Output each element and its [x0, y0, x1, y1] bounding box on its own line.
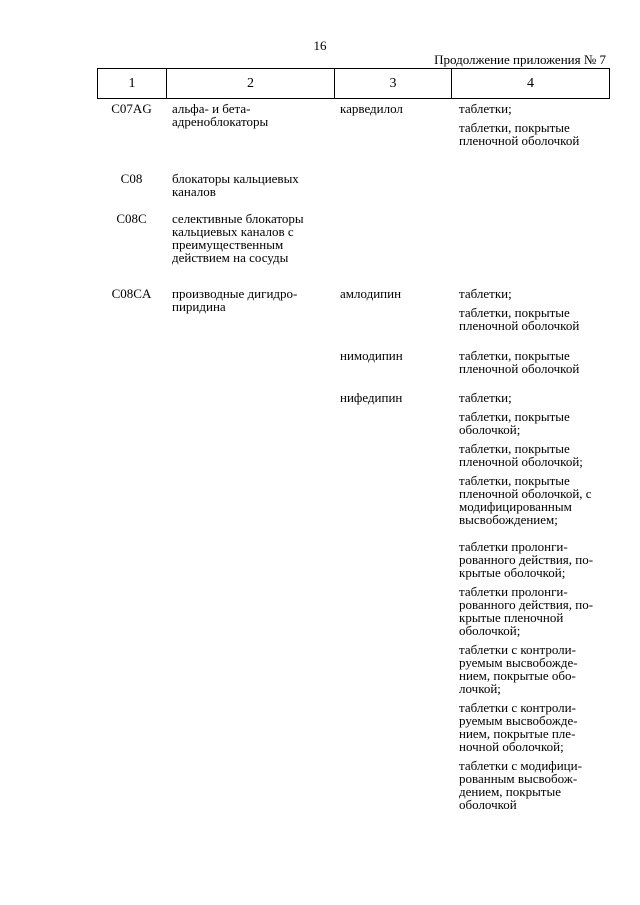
drug-name: амлодипин	[340, 286, 402, 301]
group-name: блокаторы кальциевых каналов	[172, 171, 299, 199]
table-row	[97, 210, 610, 285]
drug-name	[334, 170, 451, 210]
dosage-form: таблетки;	[459, 286, 512, 301]
table-row	[97, 170, 610, 210]
page-number: 16	[313, 38, 327, 53]
dosage-form: таблетки;	[459, 101, 512, 116]
dosage-form: таблетки, покрытые пленочной оболочкой;	[459, 441, 583, 469]
header-col-4: 4	[527, 75, 534, 91]
dosage-form: таблетки, покрытые пленочной оболочкой	[459, 305, 580, 333]
dosage-form: таблетки, покрытые пленочной оболочкой	[459, 120, 580, 148]
drug-name: карведилол	[340, 101, 403, 116]
atc-code: C07AG	[111, 101, 152, 116]
drug-entry	[334, 389, 608, 817]
dosage-forms	[451, 347, 608, 389]
appendix-continuation-label: Продолжение приложения № 7	[434, 52, 606, 67]
atc-code: C08CA	[111, 286, 152, 301]
dosage-forms	[451, 100, 608, 170]
table-row	[97, 100, 610, 170]
drug-name	[334, 210, 451, 285]
atc-code: C08	[120, 171, 143, 186]
group-name: селективные блокаторы кальциевых каналов с преимущественным действием на сосуды	[172, 211, 304, 265]
dosage-forms	[451, 285, 608, 347]
drug-name: нифедипин	[340, 390, 403, 405]
dosage-form: таблетки, покрытые пленочной оболочкой, с модифицированным высвобождением;	[459, 473, 592, 527]
table-header	[97, 68, 610, 99]
dosage-form: таблетки пролонги-рованного действия, по-крытые оболочкой;	[459, 539, 594, 580]
dosage-form: таблетки с модифици-рованным высвобож-дением, покрытые оболочкой	[459, 758, 582, 812]
header-col-2: 2	[167, 69, 335, 98]
dosage-forms	[451, 170, 608, 210]
drug-entry	[334, 347, 608, 389]
table-row	[97, 285, 610, 817]
drug-list	[334, 285, 608, 817]
dosage-form: таблетки;	[459, 390, 512, 405]
dosage-form: таблетки с контроли-руемым высвобожде-нием, покрытые пле-ночной оболочкой;	[459, 700, 578, 754]
dosage-form: таблетки пролонги-рованного действия, по-крытые пленочной оболочкой;	[459, 584, 594, 638]
atc-code: C08C	[116, 211, 147, 226]
drug-name: нимодипин	[340, 348, 403, 363]
group-name: производные дигидро-пиридина	[172, 286, 298, 314]
dosage-forms	[451, 389, 608, 817]
dosage-form: таблетки, покрытые пленочной оболочкой	[459, 348, 580, 376]
dosage-form: таблетки с контроли-руемым высвобожде-нием, покрытые обо-лочкой;	[459, 642, 578, 696]
header-col-3: 3	[335, 69, 452, 98]
header-col-1: 1	[98, 69, 167, 98]
dosage-forms	[451, 210, 608, 285]
table-body	[97, 100, 610, 817]
group-name: альфа- и бета-адреноблокаторы	[172, 101, 269, 129]
drug-entry	[334, 285, 608, 347]
dosage-form: таблетки, покрытые оболочкой;	[459, 409, 570, 437]
